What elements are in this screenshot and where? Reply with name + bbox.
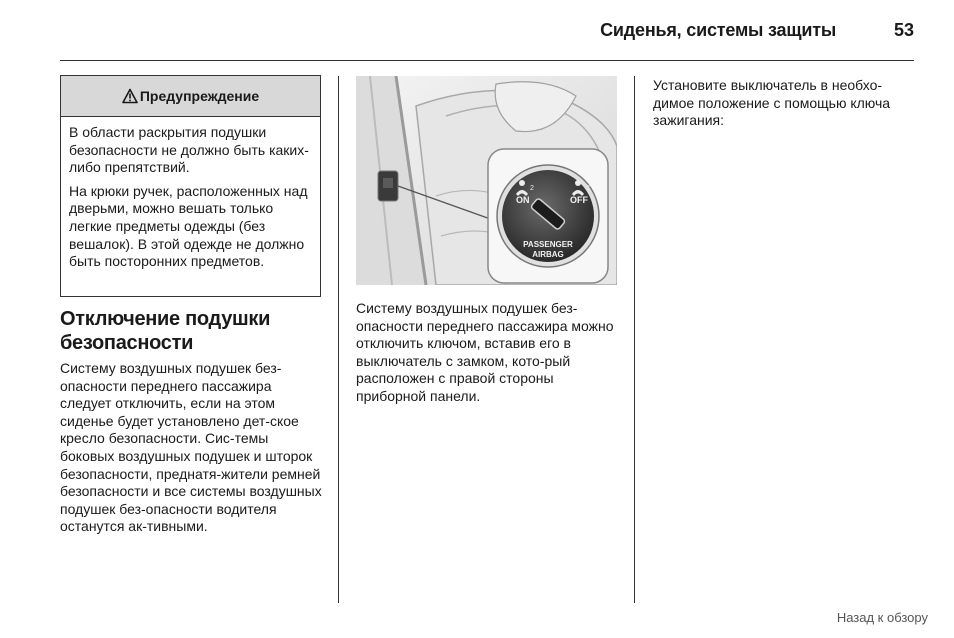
column-divider-2 xyxy=(634,76,635,603)
instruction-text: Установите выключатель в необхо-димое положение с помощью ключа зажигания: xyxy=(653,77,891,129)
warning-body xyxy=(61,117,320,271)
warning-triangle-icon xyxy=(122,88,138,104)
airbag-switch-photo xyxy=(356,76,617,285)
back-to-overview-link[interactable]: Назад к обзору xyxy=(836,610,928,625)
svg-text:2: 2 xyxy=(586,185,590,192)
switch-off-label: OFF xyxy=(570,195,588,205)
warning-paragraph-1: В области раскрытия подушки безопасности не должно быть каких-либо препятствий. xyxy=(69,124,309,176)
warning-box xyxy=(60,75,321,297)
section-body: Систему воздушных подушек без-опасности переднего пассажира следует отключить, если на этом сиденье будет установлено дет-ское кресло безопасности. Сис-темы боковых воздушных подушек и шторок безопасности, преднатя-жители ремней безопасности и все системы воздушных подушек без-опасности водителя останутся ак-тивными. xyxy=(60,360,322,535)
page-number: 53 xyxy=(893,20,914,40)
warning-header xyxy=(61,76,320,117)
svg-text:2: 2 xyxy=(530,185,534,192)
switch-label-airbag: AIRBAG xyxy=(532,250,564,259)
column-divider-1 xyxy=(338,76,339,603)
warning-paragraph-2: На крюки ручек, расположенных над дверьми, можно вешать только легкие предметы одежды (без вешалок). В этой одежде не должно быть посторонних предметов. xyxy=(69,182,308,270)
warning-title: Предупреждение xyxy=(139,88,260,104)
page-header-title: Сиденья, системы защиты xyxy=(600,20,836,40)
airbag-switch-illustration xyxy=(356,76,617,285)
header-divider xyxy=(60,60,914,61)
section-title: Отключение подушки безопасности xyxy=(60,308,271,354)
figure-caption: Систему воздушных подушек без-опасности переднего пассажира можно отключить ключом, вставив его в выключатель с замком, кото-рый расположен с правой стороны приборной панели. xyxy=(356,300,614,404)
switch-label-passenger: PASSENGER xyxy=(523,240,573,249)
switch-on-label: ON xyxy=(516,195,530,205)
